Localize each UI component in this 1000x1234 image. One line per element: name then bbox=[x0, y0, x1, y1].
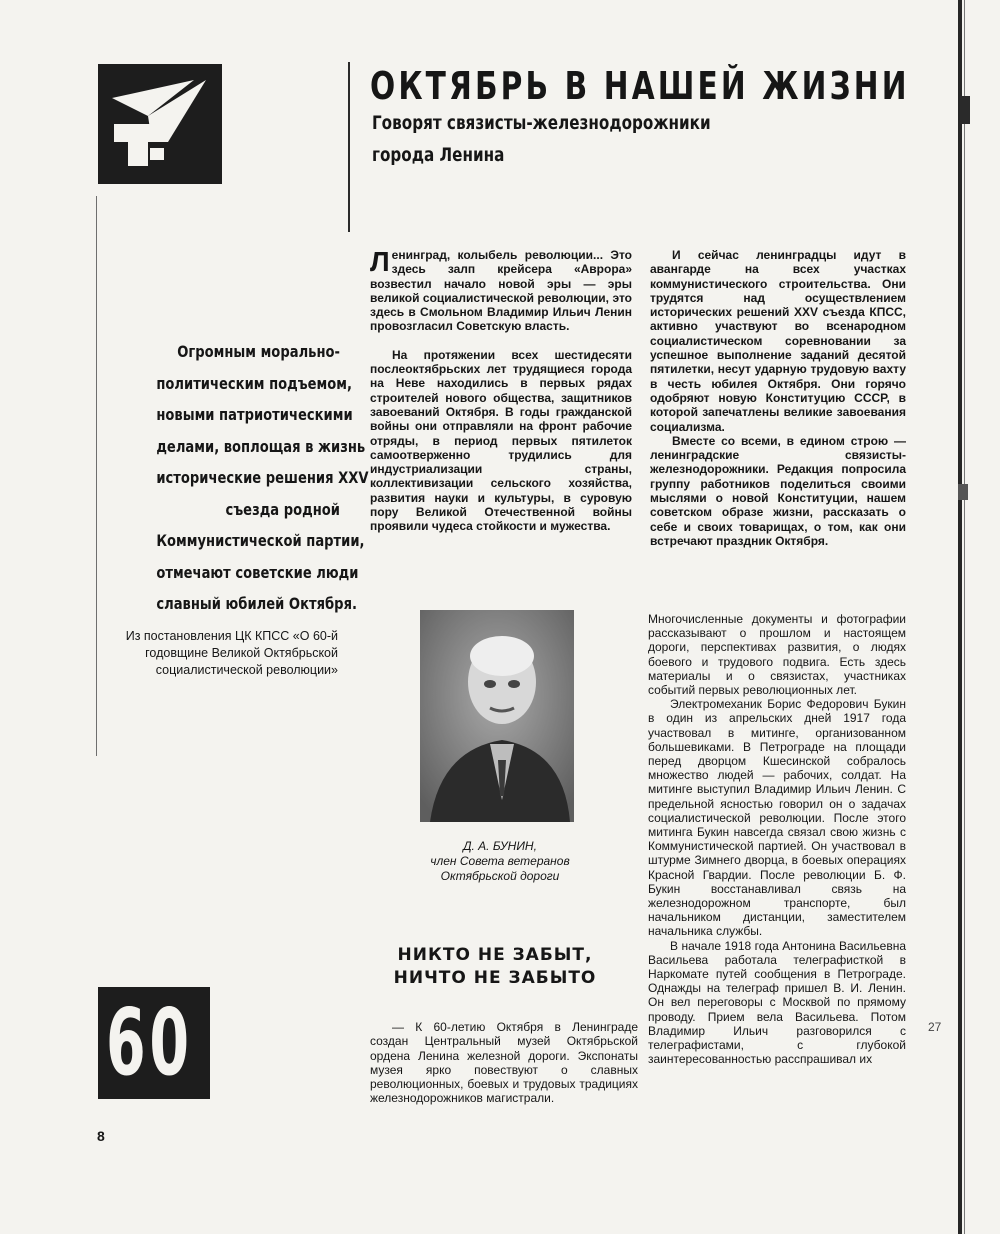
left-vertical-rule bbox=[96, 196, 97, 756]
subtitle-line-2: города Ленина bbox=[372, 144, 505, 166]
photo-caption bbox=[400, 839, 600, 884]
article-column-2 bbox=[648, 612, 906, 1067]
intro-paragraph: И сейчас ленинградцы идут в авангарде на всех участках коммунистического строительства. Они трудятся над осуществлением исторических решений XXV съезда КПСС, активно участвуют во всенародном социалистическом соревновании за успешное выполнение заданий десятой пятилетки, несут ударную трудовую вахту в честь юбилея Октября. Они горячо одобряют новую Конституцию СССР, в которой запечатлены великие завоевания социализма. bbox=[650, 248, 906, 434]
anniversary-60-badge bbox=[98, 987, 210, 1099]
page-edge-shadow bbox=[964, 0, 965, 1234]
epigraph-quote bbox=[116, 336, 369, 620]
article-paragraph: Многочисленные документы и фотографии рассказывают о прошлом и настоящем дороги, перспективах развития, о людях боевого и трудового подвига. Есть здесь материалы и о связистах, участниках событий первых революционных лет. bbox=[648, 612, 906, 698]
subtitle-line-1: Говорят связисты-железнодорожники bbox=[372, 112, 711, 134]
epigraph-line: славный юбилей Октября. bbox=[156, 594, 357, 613]
intro-paragraph: На протяжении всех шестидесяти послеоктябрьских лет трудящиеся города на Неве находились в первых рядах строителей нового общества, защитников завоеваний Октября. В годы гражданской войны они отправляли на фронт рабочие отряды, в период первых пятилеток самоотверженно трудились для индустриализации страны, коллективизации сельского хозяйства, развития науки и культуры, в суровую пору Великой Отечественной войны проявили чудеса стойкости и мужества. bbox=[370, 347, 632, 534]
epigraph-line: исторические решения XXV bbox=[156, 468, 369, 487]
headline-line-1: НИКТО НЕ ЗАБЫТ, bbox=[397, 945, 593, 965]
page-number-left: 8 bbox=[97, 1128, 105, 1144]
caption-name: Д. А. БУНИН, bbox=[463, 839, 537, 853]
intro-paragraph: Вместе со всеми, в едином строю — ленинградские связисты-железнодорожники. Редакция попросила группу работников поделиться своими мыслями о новой Конституции, нашем советском образе жизни, рассказать о себе и своих товарищах, о том, как они встречают праздник Октября. bbox=[650, 433, 906, 548]
headline-line-2: НИЧТО НЕ ЗАБЫТО bbox=[393, 968, 597, 988]
page-title: ОКТЯБРЬ В НАШЕЙ ЖИЗНИ bbox=[370, 64, 910, 108]
epigraph-line: съезда родной bbox=[225, 499, 340, 519]
epigraph-line: Огромным морально- bbox=[177, 342, 340, 361]
epigraph-line: Коммунистической партии, bbox=[156, 531, 365, 550]
badge-number: 60 bbox=[106, 989, 193, 1096]
portrait-photo bbox=[420, 610, 574, 822]
epigraph-line: делами, воплощая в жизнь bbox=[156, 436, 366, 456]
intro-paragraph: енинград, колыбель революции... Это здесь залп крейсера «Аврора» возвестил начало новой эры — эры великой социалистической революции, это здесь в Смольном Владимир Ильич Ленин провозгласил Советскую власть. bbox=[370, 248, 632, 334]
article-paragraph: В начале 1918 года Антонина Васильевна Васильева работала телеграфисткой в Наркомате путей сообщения в Петрограде. Однажды на телеграф пришел В. И. Ленин. Он вел переговоры с Москвой по прямому проводу. Прием вела Васильева. Потом Владимир Ильич разговорился с телеграфистами, с глубокой заинтересованностью расспрашивал их bbox=[648, 938, 906, 1067]
drop-cap: Л bbox=[370, 246, 390, 277]
epigraph-line: новыми патриотическими bbox=[156, 405, 353, 424]
header-vertical-rule bbox=[348, 62, 350, 232]
caption-role: член Совета ветеранов Октябрьской дороги bbox=[430, 854, 570, 883]
article-column-1 bbox=[370, 1020, 638, 1106]
article-headline bbox=[380, 944, 610, 990]
article-paragraph: — К 60-летию Октября в Ленинграде создан Центральный музей Октябрьской ордена Ленина железной дороги. Экспонаты музея ярко повествуют о славных революционных, боевых и трудовых традициях железнодорожников магистрали. bbox=[370, 1020, 638, 1106]
hammer-sickle-arrow-icon bbox=[98, 64, 222, 184]
article-paragraph: Электромеханик Борис Федорович Букин в один из апрельских дней 1917 года участвовал в митинге, организованном большевиками. В Петрограде на площади перед дворцом Кшесинской собралось множество людей — рабочих, солдат. На митинге выступил Владимир Ильич Ленин. С предельной ясностью говорил он о задачах социалистической революции. После этого митинга Букин навсегда связал свою жизнь с Коммунистической партией. Он участвовал в штурме Зимнего дворца, в боевых операциях Красной Гвардии. После революции Б. Ф. Букин восстанавливал связь на железнодорожном транспорте, был начальником дистанции, заместителем начальника службы. bbox=[648, 697, 906, 939]
epigraph-line: политическим подъемом, bbox=[156, 373, 352, 393]
intro-column-2 bbox=[650, 248, 906, 548]
edge-mark bbox=[960, 96, 970, 124]
intro-column-1 bbox=[370, 248, 632, 534]
page-number-right: 27 bbox=[928, 1020, 942, 1034]
epigraph-line: отмечают советские люди bbox=[156, 562, 359, 582]
edge-mark bbox=[958, 484, 968, 500]
epigraph-source: Из постановления ЦК КПСС «О 60-й годовщине Великой Октябрьской социалистической революции» bbox=[125, 629, 338, 677]
page-edge bbox=[958, 0, 962, 1234]
